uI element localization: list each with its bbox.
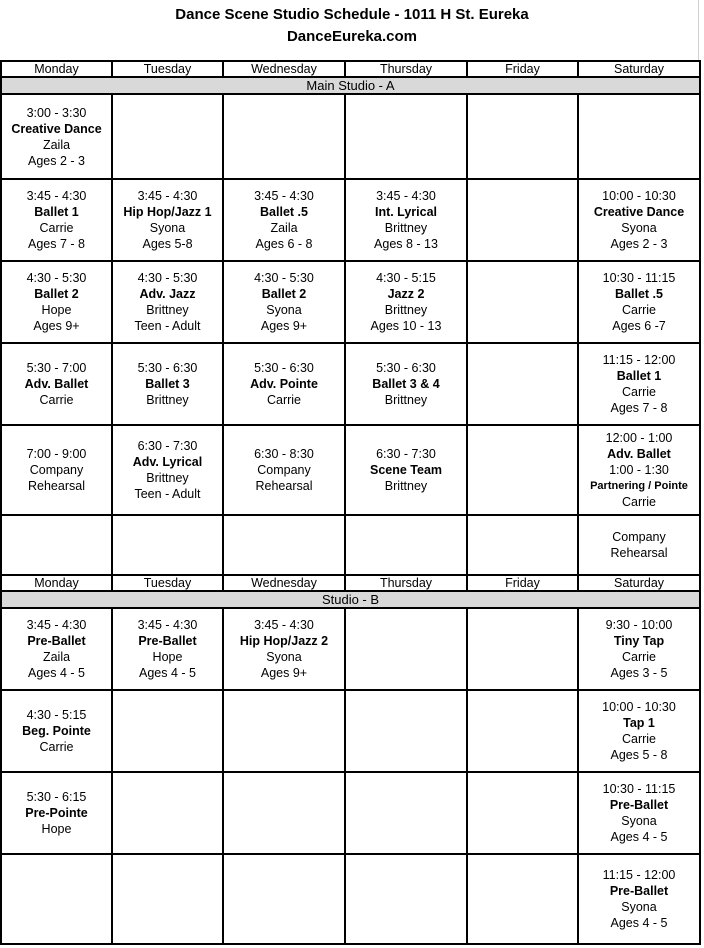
studio-b-header: Studio - B	[1, 591, 700, 608]
class-ages: Ages 7 - 8	[28, 237, 85, 251]
class-teacher: Carrie	[266, 393, 302, 407]
class-ages: Ages 4 - 5	[28, 666, 85, 680]
class-cell	[223, 179, 345, 261]
class-cell	[345, 261, 467, 343]
class-time: 7:00 - 9:00	[26, 447, 87, 461]
empty-cell	[345, 854, 467, 944]
class-time: 5:30 - 6:30	[137, 361, 198, 375]
class-cell	[223, 608, 345, 690]
schedule-row	[1, 261, 700, 343]
class-time: 3:45 - 4:30	[254, 618, 314, 632]
class-cell	[578, 690, 700, 772]
class-teacher: Syona	[149, 221, 186, 235]
class-teacher: Carrie	[39, 393, 74, 407]
class-time: 5:30 - 6:15	[26, 790, 87, 804]
class-ages: Ages 9+	[260, 319, 308, 333]
class-cell	[112, 261, 223, 343]
class-time: 6:30 - 8:30	[254, 447, 314, 461]
empty-cell	[345, 515, 467, 575]
class-teacher: Brittney	[384, 221, 428, 235]
class-time: 3:45 - 4:30	[26, 618, 87, 632]
class-cell	[345, 179, 467, 261]
day-header-wednesday: Wednesday	[223, 575, 345, 591]
empty-cell	[223, 772, 345, 854]
class-class: Ballet 2	[261, 287, 307, 301]
class-teacher: Carrie	[39, 740, 74, 754]
class-teacher: Zaila	[42, 137, 71, 152]
class-teacher: Carrie	[39, 221, 74, 235]
class-time: 11:15 - 12:00	[602, 353, 676, 367]
class-cell	[1, 261, 112, 343]
class-line2: Rehearsal	[28, 479, 85, 493]
class-cell	[1, 772, 112, 854]
empty-cell	[223, 690, 345, 772]
class-cell	[112, 179, 223, 261]
website-link[interactable]: DanceEureka.com	[286, 28, 418, 45]
class-time: 12:00 - 1:00	[605, 431, 673, 445]
class-teacher: Brittney	[384, 303, 428, 317]
class-cell	[578, 261, 700, 343]
class-class: Int. Lyrical	[374, 205, 438, 219]
class-teacher: Carrie	[621, 650, 657, 664]
class-class: Jazz 2	[387, 287, 425, 301]
class-class: Tap 1	[623, 716, 655, 730]
schedule-row	[1, 425, 700, 515]
class-ages: Ages 6 -7	[612, 319, 666, 333]
day-header-tuesday: Tuesday	[112, 61, 223, 77]
class-cell	[578, 608, 700, 690]
class-class: Adv. Ballet	[607, 447, 671, 461]
class-time: 3:00 - 3:30	[26, 105, 87, 120]
class-time: 3:45 - 4:30	[137, 618, 198, 632]
class-time: 10:00 - 10:30	[602, 700, 676, 714]
sheet-edge	[698, 0, 699, 60]
empty-cell	[467, 772, 578, 854]
class-class: Hip Hop/Jazz 1	[123, 205, 212, 219]
class-class: Creative Dance	[593, 205, 685, 219]
empty-cell	[578, 94, 700, 179]
class-cell	[223, 343, 345, 425]
empty-cell	[467, 343, 578, 425]
day-header-friday: Friday	[467, 61, 578, 77]
class-teacher: Syona	[621, 814, 657, 828]
class-teacher: Zaila	[270, 221, 298, 235]
schedule-row	[1, 854, 700, 944]
day-header-thursday: Thursday	[345, 61, 467, 77]
class-time: 3:45 - 4:30	[254, 189, 314, 203]
class-cell	[578, 343, 700, 425]
class-ages: Ages 9+	[33, 319, 80, 333]
class-class: Ballet .5	[260, 205, 308, 219]
class-class: Ballet 3	[145, 377, 190, 391]
empty-cell	[112, 854, 223, 944]
class-cell	[345, 343, 467, 425]
empty-cell	[112, 515, 223, 575]
class-time: 3:45 - 4:30	[376, 189, 436, 203]
empty-cell	[112, 772, 223, 854]
class-teacher: Brittney	[146, 303, 189, 317]
class-class: Pre-Ballet	[609, 884, 669, 898]
class-ages: Ages 4 - 5	[610, 916, 668, 930]
class-class: Pre-Ballet	[609, 798, 669, 812]
class-teacher: Hope	[41, 822, 72, 836]
empty-cell	[467, 854, 578, 944]
class-class: Adv. Jazz	[139, 287, 196, 301]
class-line2: Rehearsal	[610, 546, 668, 560]
class-cell	[1, 425, 112, 515]
empty-cell	[467, 179, 578, 261]
empty-cell	[345, 94, 467, 179]
class-cell	[578, 179, 700, 261]
class-ages: Ages 4 - 5	[139, 666, 196, 680]
class-teacher: Brittney	[146, 393, 189, 407]
class-cell	[1, 343, 112, 425]
class-time: 4:30 - 5:30	[254, 271, 314, 285]
class-class: Ballet 3 & 4	[372, 377, 440, 391]
day-header-saturday: Saturday	[578, 61, 700, 77]
schedule-table	[0, 60, 701, 945]
class-ages: Ages 3 - 5	[610, 666, 668, 680]
class-cell	[1, 608, 112, 690]
day-header-wednesday: Wednesday	[223, 61, 345, 77]
class-time: 5:30 - 7:00	[26, 361, 87, 375]
class-ages: Ages 10 - 13	[370, 319, 442, 333]
class-cell	[578, 515, 700, 575]
class-line1: Company	[257, 463, 311, 477]
schedule-row	[1, 343, 700, 425]
class-time: 9:30 - 10:00	[605, 618, 673, 632]
class-time: 3:45 - 4:30	[26, 189, 87, 203]
class-time: 10:30 - 11:15	[602, 271, 676, 285]
class-class: Pre-Ballet	[138, 634, 197, 648]
class-class: Pre-Ballet	[27, 634, 86, 648]
schedule-row	[1, 690, 700, 772]
class-teacher: Brittney	[384, 393, 428, 407]
class-teacher: Syona	[266, 650, 302, 664]
class-class: Adv. Pointe	[250, 377, 318, 391]
class-cell	[223, 425, 345, 515]
class-line2: Rehearsal	[255, 479, 313, 493]
class-class: Beg. Pointe	[22, 724, 91, 738]
empty-cell	[345, 772, 467, 854]
class-teacher: Zaila	[42, 650, 71, 664]
empty-cell	[1, 515, 112, 575]
class-time: 10:30 - 11:15	[602, 782, 676, 796]
empty-cell	[223, 515, 345, 575]
class-time: 4:30 - 5:30	[26, 271, 87, 285]
class-time: 11:15 - 12:00	[602, 868, 676, 882]
class-teacher: Brittney	[146, 471, 189, 485]
schedule-row	[1, 179, 700, 261]
class-cell	[578, 425, 700, 515]
class-ages: Ages 2 - 3	[28, 153, 85, 168]
class-ages: Teen - Adult	[134, 319, 201, 333]
class-ages: Ages 8 - 13	[374, 237, 438, 251]
class-ages: Ages 5 - 8	[610, 748, 668, 762]
class-time: 4:30 - 5:15	[376, 271, 436, 285]
studio-a-header: Main Studio - A	[1, 77, 700, 94]
empty-cell	[1, 854, 112, 944]
class-note: Partnering / Pointe	[590, 480, 688, 492]
class-cell	[1, 690, 112, 772]
class-teacher: Syona	[621, 900, 657, 914]
day-header-friday: Friday	[467, 575, 578, 591]
empty-cell	[467, 515, 578, 575]
empty-cell	[467, 690, 578, 772]
class-cell	[112, 425, 223, 515]
day-header-row-a	[1, 61, 700, 77]
class-ages: Ages 5-8	[142, 237, 193, 251]
class-ages: Ages 2 - 3	[610, 237, 668, 251]
class-cell	[345, 425, 467, 515]
schedule-row	[1, 515, 700, 575]
empty-cell	[112, 94, 223, 179]
empty-cell	[467, 261, 578, 343]
class-teacher: Carrie	[621, 495, 657, 509]
schedule-row	[1, 608, 700, 690]
class-ages: Teen - Adult	[134, 487, 201, 501]
class-teacher: Carrie	[621, 303, 657, 317]
class-class: Creative Dance	[11, 121, 102, 136]
class-class: Ballet 1	[34, 205, 79, 219]
empty-cell	[467, 94, 578, 179]
class-teacher: Hope	[152, 650, 183, 664]
day-header-monday: Monday	[1, 61, 112, 77]
class-line1: Company	[29, 463, 84, 477]
class-time: 3:45 - 4:30	[137, 189, 198, 203]
class-teacher: Syona	[266, 303, 302, 317]
class-time2: 1:00 - 1:30	[609, 463, 669, 477]
class-class: Hip Hop/Jazz 2	[239, 634, 329, 648]
class-time: 6:30 - 7:30	[137, 439, 198, 453]
class-cell	[578, 772, 700, 854]
class-class: Pre-Pointe	[25, 806, 88, 820]
class-class: Scene Team	[369, 463, 443, 477]
class-ages: Ages 6 - 8	[255, 237, 313, 251]
class-cell	[223, 261, 345, 343]
class-class: Adv. Lyrical	[132, 455, 203, 469]
class-teacher: Carrie	[621, 385, 657, 399]
day-header-saturday: Saturday	[578, 575, 700, 591]
class-time: 5:30 - 6:30	[254, 361, 314, 375]
empty-cell	[345, 690, 467, 772]
class-line1: Company	[612, 530, 666, 544]
empty-cell	[467, 425, 578, 515]
empty-cell	[223, 94, 345, 179]
class-time: 6:30 - 7:30	[376, 447, 436, 461]
schedule-row	[1, 772, 700, 854]
class-cell	[112, 343, 223, 425]
empty-cell	[223, 854, 345, 944]
page-title: Dance Scene Studio Schedule - 1011 H St. Eureka	[175, 6, 529, 23]
empty-cell	[112, 690, 223, 772]
class-cell	[578, 854, 700, 944]
class-teacher: Hope	[41, 303, 72, 317]
day-header-monday: Monday	[1, 575, 112, 591]
class-class: Adv. Ballet	[24, 377, 89, 391]
class-class: Ballet 1	[616, 369, 662, 383]
class-class: Ballet .5	[615, 287, 663, 301]
class-ages: Ages 9+	[260, 666, 308, 680]
class-class: Tiny Tap	[613, 634, 665, 648]
class-cell	[1, 94, 112, 179]
day-header-row-b	[1, 575, 700, 591]
class-cell	[112, 608, 223, 690]
class-cell	[1, 179, 112, 261]
class-time: 10:00 - 10:30	[602, 189, 676, 203]
class-time: 5:30 - 6:30	[376, 361, 436, 375]
empty-cell	[345, 608, 467, 690]
class-teacher: Syona	[621, 221, 657, 235]
class-ages: Ages 4 - 5	[610, 830, 668, 844]
day-header-thursday: Thursday	[345, 575, 467, 591]
class-ages: Ages 7 - 8	[610, 401, 668, 415]
class-teacher: Brittney	[384, 479, 428, 493]
schedule-row	[1, 94, 700, 179]
class-class: Ballet 2	[34, 287, 79, 301]
class-teacher: Carrie	[621, 732, 657, 746]
day-header-tuesday: Tuesday	[112, 575, 223, 591]
class-time: 4:30 - 5:30	[137, 271, 198, 285]
class-time: 4:30 - 5:15	[26, 708, 87, 722]
empty-cell	[467, 608, 578, 690]
